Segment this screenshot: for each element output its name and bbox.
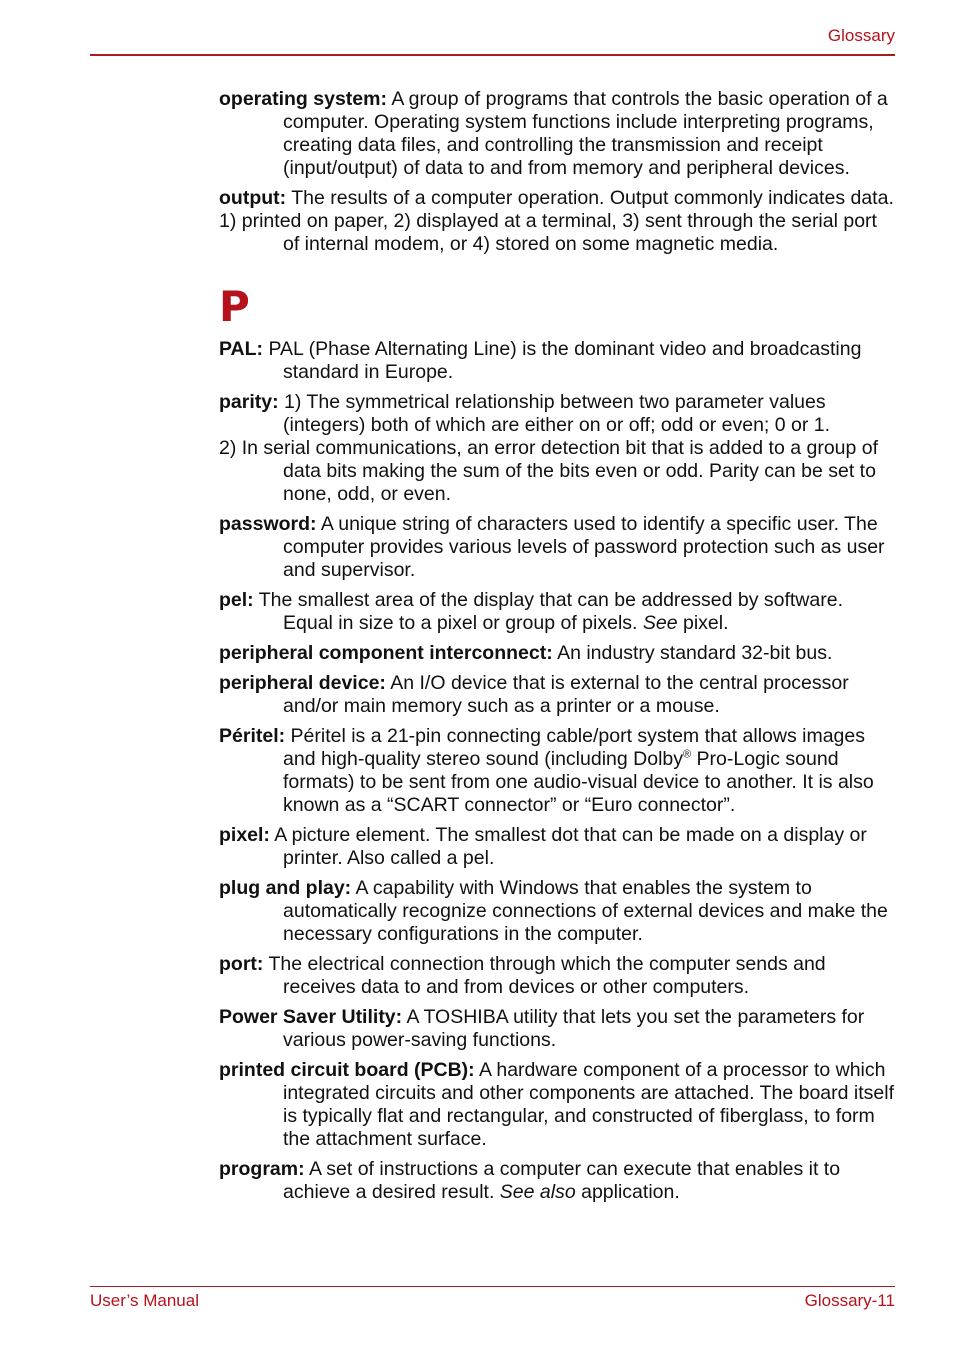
footer-manual-title: User’s Manual: [90, 1291, 199, 1310]
entry-term: password:: [219, 513, 317, 535]
footer-page-number: Glossary-11: [804, 1291, 895, 1310]
glossary-entry: [219, 187, 897, 256]
glossary-entry: [219, 953, 897, 999]
entry-term: pel:: [219, 589, 254, 611]
header-rule: [90, 54, 895, 56]
entry-definition: The electrical connection through which the computer sends and receives data to and from devices or other computers.: [268, 953, 826, 998]
entry-term: program:: [219, 1158, 305, 1180]
glossary-entry: [219, 1059, 897, 1151]
entry-definition: A picture element. The smallest dot that can be made on a display or printer. Also called a pel.: [274, 824, 867, 869]
entry-definition: The smallest area of the display that can be addressed by software. Equal in size to a pixel or group of pixels.: [258, 589, 843, 634]
entry-definition: A TOSHIBA utility that lets you set the parameters for various power-saving functions.: [283, 1006, 865, 1051]
glossary-entry: [219, 338, 897, 384]
entry-term: Power Saver Utility:: [219, 1006, 403, 1028]
entry-definition: An industry standard 32-bit bus.: [557, 642, 833, 664]
entry-definition: A unique string of characters used to identify a specific user. The computer provides various levels of password protection such as user and supervisor.: [283, 513, 885, 581]
entry-term: printed circuit board (PCB):: [219, 1059, 475, 1081]
entry-definition: A hardware component of a processor to which integrated circuits and other components are attached. The board itself is typically flat and rectangular, and constructed of fiberglass, to form the attachment surface.: [283, 1059, 895, 1150]
entry-definition: An I/O device that is external to the central processor and/or main memory such as a printer or a mouse.: [283, 672, 849, 717]
entry-definition: The results of a computer operation. Output commonly indicates data.: [291, 187, 894, 209]
glossary-entry: [219, 824, 897, 870]
entry-definition-continued: 1) printed on paper, 2) displayed at a terminal, 3) sent through the serial port of internal modem, or 4) stored on some magnetic media.: [219, 210, 877, 255]
glossary-entry: [219, 672, 897, 718]
entry-term: parity:: [219, 391, 279, 413]
page-header-title: Glossary: [827, 26, 895, 45]
entry-term: plug and play:: [219, 877, 352, 899]
entry-term: peripheral device:: [219, 672, 386, 694]
see-target: pixel.: [683, 612, 729, 634]
glossary-entry: [219, 642, 897, 665]
glossary-entry: [219, 88, 897, 180]
see-target: application.: [581, 1181, 680, 1203]
glossary-entry: [219, 391, 897, 506]
glossary-entry: [219, 1158, 897, 1204]
entry-term: pixel:: [219, 824, 270, 846]
see-reference: See: [642, 612, 678, 634]
glossary-entry: [219, 877, 897, 946]
entry-definition: 1) The symmetrical relationship between two parameter values (integers) both of which are either on or off; odd or even; 0 or 1.: [283, 391, 831, 436]
entry-definition-after: Pro-Logic sound formats) to be sent from one audio-visual device to another. It is also known as a “SCART connector” or “Euro connector”.: [283, 748, 874, 816]
entry-term: output:: [219, 187, 287, 209]
section-letter: P: [219, 282, 250, 331]
entry-term: port:: [219, 953, 264, 975]
registered-mark: ®: [683, 748, 692, 761]
entry-term: PAL:: [219, 338, 264, 360]
entry-definition: Péritel is a 21-pin connecting cable/port system that allows images and high-quality stereo sound (including Dolby: [283, 725, 865, 770]
see-reference: See also: [499, 1181, 576, 1203]
glossary-content: [219, 88, 897, 1211]
glossary-entry: [219, 589, 897, 635]
glossary-entry: [219, 513, 897, 582]
glossary-entry: [219, 725, 897, 817]
entry-definition: A set of instructions a computer can execute that enables it to achieve a desired result.: [283, 1158, 841, 1203]
glossary-entry: [219, 1006, 897, 1052]
entry-term: peripheral component interconnect:: [219, 642, 553, 664]
entry-definition: A capability with Windows that enables the system to automatically recognize connections of external devices and make the necessary configurations in the computer.: [283, 877, 888, 945]
entry-definition: A group of programs that controls the basic operation of a computer. Operating system functions include interpreting programs, creating data files, and controlling the transmission and receipt (input/output) of data to and from memory and peripheral devices.: [283, 88, 888, 179]
entry-definition-continued: 2) In serial communications, an error detection bit that is added to a group of data bits making the sum of the bits even or odd. Parity can be set to none, odd, or even.: [219, 437, 879, 505]
footer-rule: [90, 1286, 895, 1287]
entry-definition: PAL (Phase Alternating Line) is the dominant video and broadcasting standard in Europe.: [268, 338, 862, 383]
entry-term: operating system:: [219, 88, 387, 110]
entry-term: Péritel:: [219, 725, 286, 747]
